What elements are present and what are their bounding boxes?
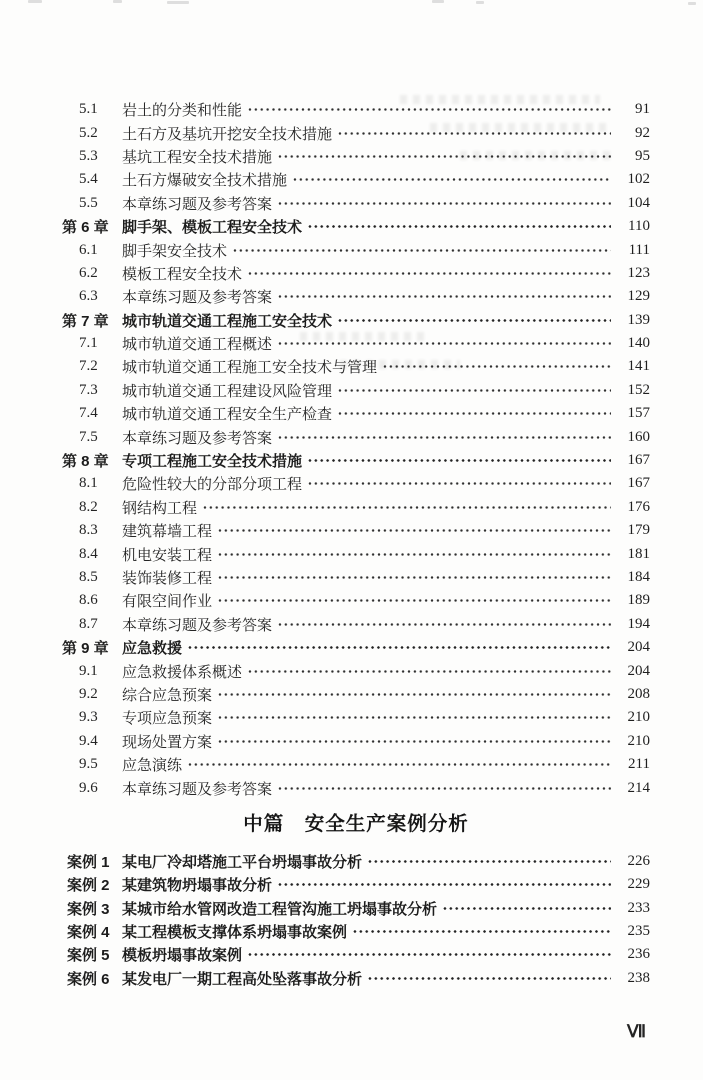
entry-label: 5.2 <box>79 124 98 141</box>
toc-entry <box>62 659 650 682</box>
entry-label: 8.1 <box>79 475 98 492</box>
dot-leader <box>247 947 611 962</box>
entry-title: 装饰装修工程 <box>122 571 213 587</box>
entry-page-number: 91 <box>635 101 650 118</box>
entry-page-number: 211 <box>628 756 650 773</box>
toc-entry <box>62 121 650 144</box>
dot-leader <box>277 196 611 211</box>
toc-entry <box>62 168 650 191</box>
entry-label: 8.3 <box>79 522 98 539</box>
entry-title: 危险性较大的分部分项工程 <box>122 477 303 494</box>
entry-page-number: 167 <box>627 452 650 469</box>
entry-title: 某建筑物坍塌事故分析 <box>122 877 273 895</box>
entry-page-number: 226 <box>627 852 650 869</box>
entry-label: 6.1 <box>79 241 98 258</box>
entry-title: 脚手架安全技术 <box>122 243 228 260</box>
entry-label: 8.2 <box>79 498 98 515</box>
toc-entry <box>62 379 650 402</box>
case-entry <box>62 850 650 873</box>
dot-leader <box>352 924 611 939</box>
entry-label: 案例 5 <box>67 947 110 965</box>
toc-entry <box>62 613 650 636</box>
entry-title: 应急演练 <box>122 758 183 775</box>
entry-title: 应急救援体系概述 <box>122 664 243 681</box>
entry-page-number: 92 <box>635 124 650 141</box>
dot-leader <box>337 383 611 398</box>
entry-label: 7.3 <box>79 381 98 398</box>
entry-label: 9.6 <box>79 779 98 796</box>
dot-leader <box>367 854 611 869</box>
entry-title: 本章练习题及参考答案 <box>122 196 273 213</box>
entry-page-number: 210 <box>627 732 650 749</box>
dot-leader <box>307 453 611 468</box>
entry-label: 案例 2 <box>67 877 110 895</box>
dot-leader <box>277 289 611 304</box>
entry-title: 某发电厂一期工程高处坠落事故分析 <box>122 970 363 988</box>
toc-entry <box>62 215 650 238</box>
entry-label: 第 7 章 <box>62 312 109 330</box>
entry-label: 9.1 <box>79 662 98 679</box>
scan-artifact <box>688 2 696 5</box>
entry-page-number: 189 <box>627 592 650 609</box>
dot-leader <box>307 476 611 491</box>
entry-label: 7.2 <box>79 358 98 375</box>
scan-artifact <box>113 0 122 3</box>
dot-leader <box>217 570 611 585</box>
entry-title: 有限空间作业 <box>122 594 213 611</box>
entry-title: 应急救援 <box>122 640 183 658</box>
entry-label: 5.5 <box>79 194 98 211</box>
entry-label: 7.5 <box>79 428 98 445</box>
scan-artifact <box>476 1 484 4</box>
dot-leader <box>217 687 611 702</box>
dot-leader <box>277 430 611 445</box>
dot-leader <box>202 500 611 515</box>
entry-label: 9.4 <box>79 732 98 749</box>
entry-title: 城市轨道交通工程施工安全技术 <box>122 312 333 330</box>
entry-page-number: 208 <box>627 685 650 702</box>
dot-leader <box>217 547 611 562</box>
scan-artifact <box>28 0 42 3</box>
entry-label: 第 9 章 <box>62 640 109 658</box>
section-heading: 中篇 安全生产案例分析 <box>243 812 469 835</box>
toc-entry <box>62 332 650 355</box>
toc-entry <box>62 542 650 565</box>
scan-artifact <box>167 1 189 4</box>
entry-title: 岩土的分类和性能 <box>122 103 243 120</box>
dot-leader <box>277 336 611 351</box>
entry-title: 城市轨道交通工程施工安全技术与管理 <box>122 360 378 377</box>
toc-entry <box>62 730 650 753</box>
dot-leader <box>442 901 611 916</box>
entry-title: 机电安装工程 <box>122 547 213 564</box>
entry-title: 模板坍塌事故案例 <box>122 947 243 965</box>
entry-page-number: 104 <box>627 194 650 211</box>
entry-label: 第 8 章 <box>62 453 109 471</box>
toc-entry <box>62 472 650 495</box>
toc-entry <box>62 636 650 659</box>
entry-page-number: 184 <box>627 569 650 585</box>
folio-page-number: Ⅶ <box>626 1022 646 1041</box>
entry-page-number: 110 <box>628 218 650 235</box>
entry-page-number: 204 <box>627 639 650 656</box>
dot-leader <box>247 266 611 281</box>
entry-label: 8.6 <box>79 592 98 609</box>
entry-label: 第 6 章 <box>62 219 109 237</box>
dot-leader <box>277 149 611 164</box>
entry-page-number: 233 <box>627 899 650 916</box>
toc-entry <box>62 776 650 799</box>
toc-entry <box>62 192 650 215</box>
dot-leader <box>217 710 611 725</box>
entry-title: 某城市给水管网改造工程管沟施工坍塌事故分析 <box>122 900 438 918</box>
dot-leader <box>247 664 611 679</box>
entry-title: 模板工程安全技术 <box>122 266 243 283</box>
entry-page-number: 95 <box>635 147 650 164</box>
entry-title: 专项应急预案 <box>122 711 213 728</box>
entry-label: 6.2 <box>79 264 98 281</box>
dot-leader <box>187 757 611 772</box>
entry-page-number: 157 <box>627 405 650 422</box>
toc-entry <box>62 706 650 729</box>
toc-entry <box>62 753 650 776</box>
entry-page-number: 210 <box>627 709 650 726</box>
entry-page-number: 204 <box>627 662 650 679</box>
toc-entry <box>62 355 650 378</box>
entry-label: 6.3 <box>79 288 98 305</box>
entry-title: 某工程模板支撑体系坍塌事故案例 <box>122 924 348 942</box>
entry-label: 8.4 <box>79 545 98 562</box>
entry-title: 脚手架、模板工程安全技术 <box>122 219 303 237</box>
entry-title: 本章练习题及参考答案 <box>122 430 273 447</box>
dot-leader <box>187 640 611 655</box>
toc-entry <box>62 496 650 519</box>
dot-leader <box>307 219 611 234</box>
entry-label: 案例 6 <box>67 970 110 988</box>
entry-label: 7.4 <box>79 405 98 422</box>
entry-page-number: 194 <box>627 615 650 632</box>
entry-title: 综合应急预案 <box>122 687 213 704</box>
case-list <box>62 850 650 990</box>
entry-label: 案例 3 <box>67 900 110 918</box>
entry-title: 本章练习题及参考答案 <box>122 781 273 798</box>
dot-leader <box>277 781 611 796</box>
dot-leader <box>382 359 611 374</box>
scan-artifact <box>432 0 444 3</box>
entry-page-number: 179 <box>627 522 650 539</box>
entry-label: 9.5 <box>79 756 98 773</box>
case-entry <box>62 873 650 896</box>
toc-entry <box>62 519 650 542</box>
entry-page-number: 141 <box>627 358 650 375</box>
toc-content <box>62 98 650 990</box>
entry-title: 土石方爆破安全技术措施 <box>122 173 288 190</box>
toc-entry <box>62 589 650 612</box>
entry-page-number: 160 <box>627 428 650 445</box>
entry-label: 8.7 <box>79 615 98 632</box>
toc-entry <box>62 145 650 168</box>
dot-leader <box>292 172 611 187</box>
case-entry <box>62 943 650 966</box>
entry-page-number: 152 <box>627 381 650 398</box>
entry-page-number: 140 <box>627 335 650 352</box>
dot-leader <box>337 126 611 141</box>
dot-leader <box>277 617 611 632</box>
entry-title: 城市轨道交通工程建设风险管理 <box>122 383 333 400</box>
entry-page-number: 236 <box>627 946 650 963</box>
entry-label: 5.1 <box>79 101 98 118</box>
entry-page-number: 129 <box>627 288 650 305</box>
entry-page-number: 123 <box>627 264 650 281</box>
entry-page-number: 111 <box>628 241 650 258</box>
entry-label: 9.2 <box>79 685 98 702</box>
dot-leader <box>337 313 611 328</box>
entry-page-number: 238 <box>627 969 650 986</box>
entry-label: 8.5 <box>79 569 98 585</box>
entry-label: 5.4 <box>79 171 98 188</box>
dot-leader <box>217 593 611 608</box>
entry-label: 案例 1 <box>67 853 110 871</box>
toc-entry <box>62 683 650 706</box>
dot-leader <box>217 734 611 749</box>
dot-leader <box>367 971 611 986</box>
entry-title: 土石方及基坑开挖安全技术措施 <box>122 126 333 143</box>
dot-leader <box>217 523 611 538</box>
dot-leader <box>247 102 611 117</box>
entry-title: 城市轨道交通工程安全生产检查 <box>122 407 333 424</box>
case-entry <box>62 967 650 990</box>
entry-label: 7.1 <box>79 335 98 352</box>
entry-title: 钢结构工程 <box>122 500 198 517</box>
entry-page-number: 139 <box>627 311 650 328</box>
entry-page-number: 214 <box>627 779 650 796</box>
entry-page-number: 176 <box>627 498 650 515</box>
toc-entry <box>62 309 650 332</box>
dot-leader <box>337 406 611 421</box>
toc-entry <box>62 98 650 121</box>
toc-entry <box>62 566 650 589</box>
dot-leader <box>277 877 611 892</box>
entry-title: 本章练习题及参考答案 <box>122 290 273 307</box>
toc-entry <box>62 449 650 472</box>
entry-page-number: 181 <box>627 545 650 562</box>
entry-title: 建筑幕墙工程 <box>122 524 213 541</box>
entry-title: 专项工程施工安全技术措施 <box>122 453 303 471</box>
entry-title: 基坑工程安全技术措施 <box>122 149 273 166</box>
case-entry <box>62 920 650 943</box>
toc-entry <box>62 262 650 285</box>
case-entry <box>62 897 650 920</box>
toc-entry <box>62 285 650 308</box>
toc-list <box>62 98 650 800</box>
entry-page-number: 167 <box>627 475 650 492</box>
entry-title: 城市轨道交通工程概述 <box>122 337 273 354</box>
toc-entry <box>62 238 650 261</box>
entry-title: 现场处置方案 <box>122 734 213 751</box>
entry-page-number: 229 <box>627 876 650 893</box>
entry-page-number: 102 <box>627 171 650 188</box>
entry-page-number: 235 <box>627 923 650 940</box>
toc-entry <box>62 425 650 448</box>
entry-label: 5.3 <box>79 147 98 164</box>
entry-title: 本章练习题及参考答案 <box>122 617 273 634</box>
entry-label: 9.3 <box>79 709 98 726</box>
dot-leader <box>232 243 611 258</box>
entry-label: 案例 4 <box>67 924 110 942</box>
toc-entry <box>62 402 650 425</box>
entry-title: 某电厂冷却塔施工平台坍塌事故分析 <box>122 853 363 871</box>
